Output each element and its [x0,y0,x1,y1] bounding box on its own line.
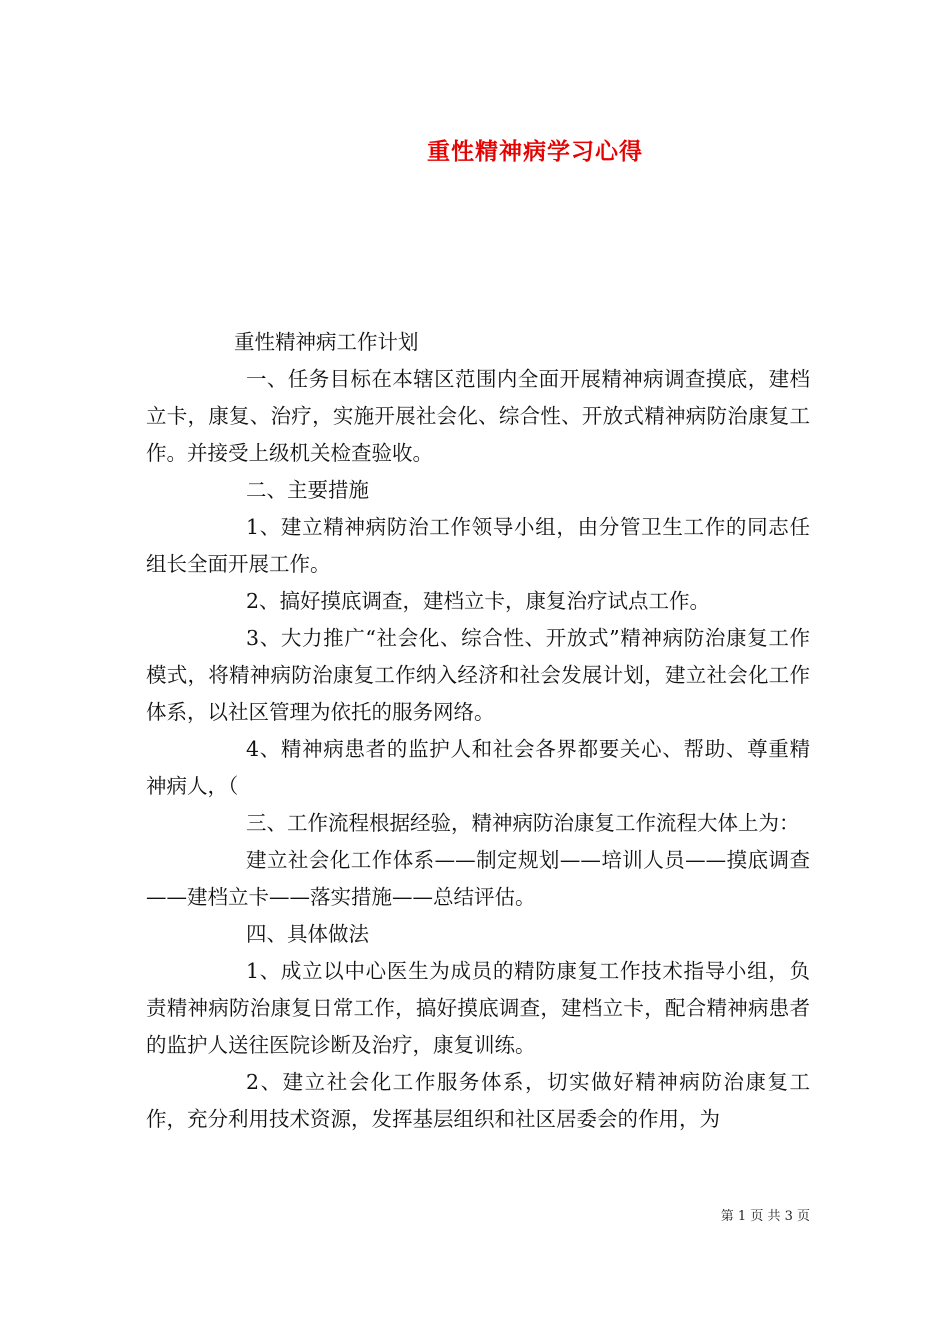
paragraph: 2、搞好摸底调查，建档立卡，康复治疗试点工作。 [246,589,711,613]
document-title: 重性精神病学习心得 [427,138,643,165]
paragraph: 1、成立以中心医生为成员的精防康复工作技术指导小组，负责精神病防治康复日常工作，搞好摸底调查，建档立卡，配合精神病患者的监护人送往医院诊断及治疗，康复训练。 [146,959,810,1057]
paragraph: 2、建立社会化工作服务体系，切实做好精神病防治康复工作，充分利用技术资源，发挥基层组织和社区居委会的作用，为 [146,1070,810,1131]
paragraph: 1、建立精神病防治工作领导小组，由分管卫生工作的同志任组长全面开展工作。 [146,515,810,576]
paragraph: 3、大力推广“社会化、综合性、开放式”精神病防治康复工作模式，将精神病防治康复工作纳入经济和社会发展计划，建立社会化工作体系，以社区管理为依托的服务网络。 [146,626,810,724]
section-heading: 重性精神病工作计划 [234,330,419,354]
paragraph: 建立社会化工作体系——制定规划——培训人员——摸底调查——建档立卡——落实措施——总结评估。 [146,848,810,909]
paragraph: 四、具体做法 [246,922,369,946]
document-body [146,324,810,1138]
page-number: 第 1 页 共 3 页 [720,1209,810,1224]
paragraph: 一、任务目标在本辖区范围内全面开展精神病调查摸底，建档立卡，康复、治疗，实施开展社会化、综合性、开放式精神病防治康复工作。并接受上级机关检查验收。 [146,367,810,465]
paragraph: 4、精神病患者的监护人和社会各界都要关心、帮助、尊重精神病人，（ [146,737,810,798]
paragraph: 二、主要措施 [246,478,369,502]
paragraph: 三、工作流程根据经验，精神病防治康复工作流程大体上为： [246,811,800,835]
